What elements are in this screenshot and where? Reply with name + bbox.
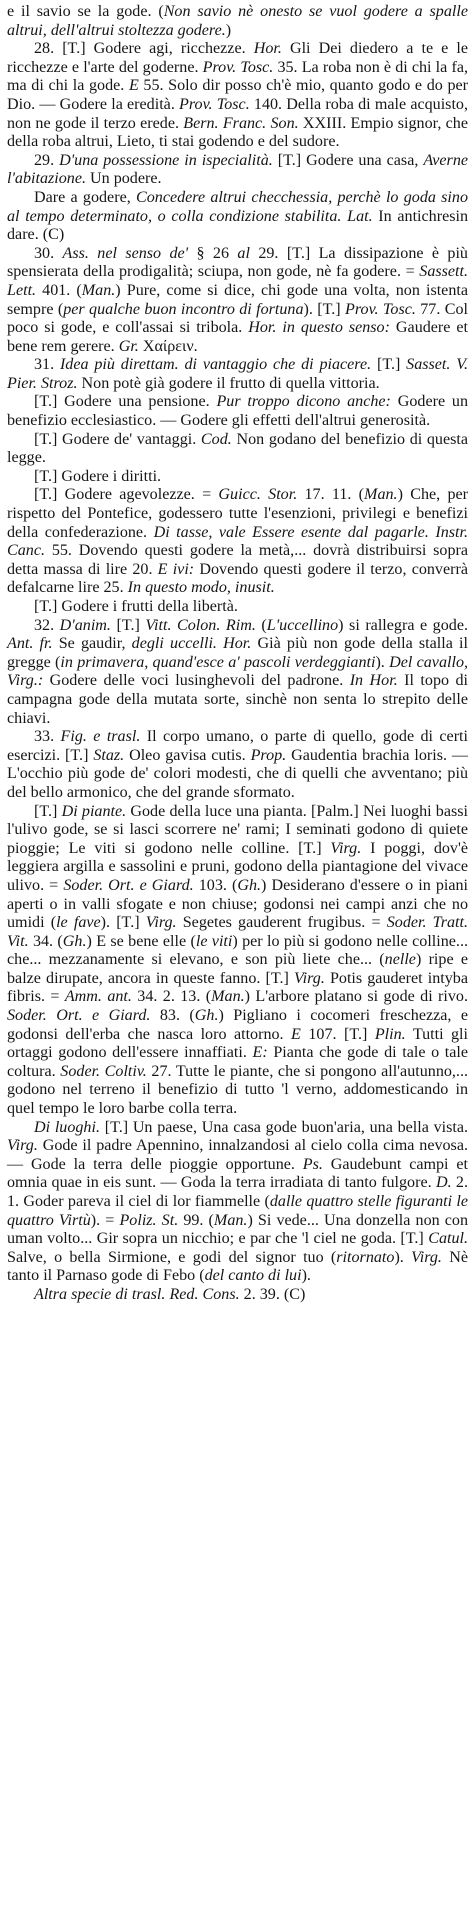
italic-text-span: Prop. — [250, 746, 287, 764]
text-span: [T.] — [34, 802, 62, 820]
italic-text-span: Gh. — [194, 1007, 219, 1025]
text-span: [T.] Godere una pensione. — [34, 393, 217, 411]
text-span: Il corpo umano, o parte di quello, gode di certi esercizi. [T.] — [7, 728, 469, 764]
text-span: 140. Della roba di male acquisto, non ne gode il terzo erede. — [7, 95, 468, 132]
italic-text-span: Virg. — [330, 839, 362, 857]
italic-text-span: del canto di lui — [204, 1267, 302, 1285]
italic-text-span: Catul. — [428, 1230, 468, 1248]
text-span: 29. — [34, 151, 60, 169]
entry-paragraph — [7, 728, 468, 802]
italic-text-span: Gh. — [62, 932, 87, 950]
entry-paragraph — [7, 152, 468, 189]
italic-text-span: Poliz. St. — [119, 1211, 179, 1229]
text-span: Gli Dei diedero a te e le ricchezze e l'arte del goderne. — [7, 40, 468, 76]
italic-text-span: le viti — [195, 932, 233, 950]
text-span: ) Pure, come si dice, chi gode una volta, non istenta sempre ( — [7, 281, 468, 318]
italic-text-span: Cod. — [200, 430, 232, 448]
italic-text-span: Concedere altrui checchessia, perchè lo goda sino al tempo determinato, o colla condizione stabilita. Lat. — [7, 188, 468, 225]
text-span: ) si rallegra e gode. — [338, 616, 468, 634]
text-span: Dare a godere, — [34, 188, 136, 206]
text-span: 103. ( — [193, 876, 238, 894]
text-span: Già più non gode della stalla il gregge ( — [7, 635, 468, 671]
text-span: Segetes gauderent frugibus. = — [176, 914, 387, 932]
text-span: Gaudebunt campi et omnia quae in eis sunt. — Goda la terra irradiata di tanto fulgore. — [7, 1155, 468, 1192]
text-span: Tutti gli ortaggi godono dell'essere innaffiati. — [7, 1025, 468, 1062]
italic-text-span: Guicc. Stor. — [218, 486, 298, 504]
text-span: 30. — [34, 244, 63, 262]
text-span: [T.] — [110, 616, 146, 634]
entry-paragraph — [7, 598, 468, 617]
italic-text-span: al — [237, 244, 250, 262]
italic-text-span: Soder. Coltiv. — [60, 1062, 147, 1080]
text-span: Godere un benefizio ecclesiastico. — Godere gli effetti dell'altrui generosità. — [7, 393, 468, 430]
text-column — [7, 3, 468, 1305]
text-span: [T.] Godere una casa, — [272, 151, 424, 169]
italic-text-span: In questo modo, inusit. — [127, 579, 275, 597]
text-span: 2. 1. Goder pareva il ciel di lor fiammelle ( — [7, 1174, 469, 1210]
italic-text-span: Man. — [364, 486, 398, 504]
italic-text-span: E ivi: — [157, 560, 195, 578]
text-span: 34. 2. 13. ( — [131, 988, 212, 1006]
text-span: ) L'arbore platano si gode di rivo. — [244, 988, 468, 1006]
text-span: ). = — [90, 1211, 120, 1229]
text-span: Potis gauderet intyba fibris. = — [7, 969, 468, 1006]
italic-text-span: Virg. — [411, 1248, 442, 1266]
text-span: I poggi, dov'è leggiera argilla e sassolini e pruni, godono della piantagione del vivace ulivo. = — [7, 839, 469, 894]
entry-paragraph — [7, 431, 468, 468]
text-span: ) ripe e balze dirupate, ancora in queste fanno. [T.] — [7, 951, 468, 987]
italic-text-span: Gh. — [237, 876, 262, 894]
text-span: Gaudere et bene rem gerere. — [7, 319, 469, 355]
italic-text-span: le fave — [56, 914, 101, 932]
italic-text-span: Man. — [81, 281, 116, 299]
text-span: Gode della luce una pianta. [Palm.] Nei luoghi bassi l'ulivo gode, se si lasci scorrere ne' rami; I seminati godono di quiete pioggie; Le viti si godono nelle colline. [T.] — [7, 802, 468, 857]
entry-paragraph — [7, 617, 468, 729]
italic-text-span: Prov. Tosc. — [202, 58, 274, 76]
text-span: ) E se bene elle ( — [86, 932, 196, 950]
italic-text-span: Di tasse, vale Essere esente dal pagarle. Instr. Canc. — [7, 523, 468, 560]
italic-text-span: Virg. — [145, 914, 177, 932]
text-span: ). [T.] — [303, 300, 346, 318]
text-span: ) per lo più si godono nelle colline... che... mezzanamente si elevano, e son più liete che... ( — [7, 932, 468, 969]
italic-text-span: per qualche buon incontro di fortuna — [63, 300, 304, 318]
text-span: [T.] Godere i frutti della libertà. — [34, 598, 238, 615]
italic-text-span: Soder. Tratt. Vit. — [7, 914, 468, 950]
italic-text-span: Plin. — [374, 1025, 406, 1043]
text-span: 28. [T.] Godere agi, ricchezze. — [34, 40, 254, 58]
text-span: In antichresin dare. (C) — [7, 207, 468, 244]
italic-text-span: Virg. — [294, 969, 325, 987]
italic-text-span: Ass. nel senso de' — [62, 244, 189, 262]
entry-paragraph — [7, 468, 468, 487]
italic-text-span: dalle quattro stelle figuranti le quattro Virtù — [7, 1193, 469, 1229]
text-span: ( — [255, 616, 267, 634]
entry-paragraph — [7, 486, 468, 598]
entry-paragraph — [7, 393, 468, 430]
italic-text-span: L'uccellino — [266, 616, 339, 634]
italic-text-span: Pur troppo dicono anche: — [216, 393, 391, 411]
italic-text-span: Prov. Tosc. — [345, 300, 416, 318]
italic-text-span: Hor. — [253, 40, 282, 58]
italic-text-span: D'una possessione in ispecialità. — [59, 151, 273, 169]
text-span: 32. — [34, 616, 60, 634]
text-span: XXIII. Empio signor, che della roba altrui, Lieto, ti stai godendo e del sudore. — [7, 114, 468, 151]
text-span: 17. 11. ( — [297, 486, 365, 504]
text-span: 2. 39. (C) — [239, 1285, 306, 1303]
entry-paragraph — [7, 3, 468, 40]
italic-text-span: in primavera, quand'esce a' pascoli verdeggianti — [60, 653, 376, 671]
text-span: Oleo gavisa cutis. — [124, 746, 251, 764]
text-span: ) Si vede... Una donzella non con uman volto... Gir sopra un nicchio; e par che 'l ciel ne goda. [T.] — [7, 1211, 468, 1248]
text-span: Se gaudir, — [52, 635, 132, 653]
italic-text-span: Idea più direttam. di vantaggio che di piacere. — [59, 356, 372, 374]
italic-text-span: Di piante. — [61, 802, 127, 820]
text-span: § 26 — [188, 244, 238, 262]
text-span: ) — [225, 21, 232, 39]
italic-text-span: Non savio nè onesto se vuol godere a spalle altrui, dell'altrui stoltezza godere. — [7, 3, 468, 39]
text-span: ) Desiderano d'essere o in piani aperti o in valli sfogate e non chiuse; godonsi nei campi anzi che no umidi ( — [7, 876, 468, 932]
text-span: ). — [375, 653, 390, 671]
entry-paragraph — [7, 245, 468, 357]
entry-paragraph — [7, 189, 468, 245]
italic-text-span: Gr. — [118, 337, 139, 355]
text-span: Nè tanto il Parnaso gode di Febo ( — [7, 1248, 469, 1285]
entry-paragraph — [7, 40, 468, 152]
text-span: Pianta che gode di tale o tale coltura. — [7, 1044, 469, 1080]
text-span: [T.] — [371, 356, 407, 374]
text-span: 29. [T.] La dissipazione è più spensierata della prodigalità; sciupa, non gode, nè fa godere. = — [7, 244, 468, 281]
italic-text-span: Ps. — [302, 1155, 323, 1173]
italic-text-span: D. — [435, 1174, 452, 1192]
italic-text-span: Di luoghi. — [34, 1118, 100, 1136]
italic-text-span: Averne l'abitazione. — [7, 151, 469, 188]
italic-text-span: Soder. Ort. e Giard. — [63, 876, 194, 894]
italic-text-span: Sassett. Lett. — [7, 263, 468, 299]
text-span: Non godano del benefizio di questa legge. — [7, 430, 468, 467]
italic-text-span: Altra specie di trasl. Red. Cons. — [34, 1285, 240, 1303]
italic-text-span: Ant. fr. — [7, 635, 53, 653]
italic-text-span: Sasset. V. Pier. Stroz. — [7, 356, 469, 392]
text-span: ). — [301, 1267, 311, 1285]
text-span: 107. [T.] — [300, 1025, 375, 1043]
italic-text-span: ritornato — [336, 1248, 395, 1266]
text-span: 99. ( — [178, 1211, 214, 1229]
italic-text-span: E — [128, 77, 139, 95]
text-span: 55. Solo dir posso ch'è mio, quanto godo e do per Dio. — Godere la eredità. — [7, 77, 468, 113]
entry-paragraph — [7, 356, 468, 393]
text-span: 55. Dovendo questi godere la metà,... dovrà distribuirsi sopra detta massa di lire 20. — [7, 542, 468, 578]
text-span: ). [T.] — [100, 914, 146, 932]
text-span: Χαίρειν. — [138, 337, 198, 355]
italic-text-span: Del cavallo, Virg.: — [7, 653, 469, 690]
italic-text-span: Staz. — [93, 746, 125, 764]
text-span: [T.] Un paese, Una casa gode buon'aria, una bella vista. — [99, 1118, 468, 1136]
italic-text-span: Vitt. Colon. Rim. — [145, 616, 256, 634]
entry-paragraph — [7, 1286, 468, 1305]
text-span: 34. ( — [28, 932, 63, 950]
text-span: Un podere. — [86, 170, 162, 188]
italic-text-span: Virg. — [7, 1137, 38, 1155]
text-span: [T.] Godere i diritti. — [34, 467, 162, 485]
text-span: ) Pigliano i cocomeri freschezza, e godonsi dell'erba che nasca loro attorno. — [7, 1007, 468, 1043]
text-span: 33. — [34, 728, 61, 746]
text-span: 83. ( — [150, 1007, 195, 1025]
italic-text-span: Soder. Ort. e Giard. — [7, 1007, 151, 1025]
text-span: Non potè già godere il frutto di quella vittoria. — [77, 374, 380, 392]
text-span: [T.] Godere agevolezze. = — [34, 486, 219, 504]
text-span: Gaudentia brachia loris. — L'occhio più gode de' colori modesti, che di quelli che avventano; più del bello armonico, che del grande sformato. — [7, 746, 468, 801]
text-span: Dovendo questi godere il terzo, converrà defalcarne lire 25. — [7, 560, 468, 597]
text-span: Il topo di campagna gode della mutata sorte, sinchè non senta lo strepito delle chiavi. — [7, 672, 468, 727]
entry-paragraph — [7, 1119, 468, 1286]
italic-text-span: Amm. ant. — [64, 988, 132, 1006]
text-span: 77. Col poco si gode, e coll'assai si tribola. — [7, 300, 469, 337]
italic-text-span: Man. — [211, 988, 245, 1006]
text-span: ). — [394, 1248, 412, 1266]
italic-text-span: Bern. Franc. Son. — [183, 114, 299, 132]
text-span: 401. ( — [36, 281, 82, 299]
italic-text-span: Fig. e trasl. — [60, 728, 141, 746]
italic-text-span: Hor. in questo senso: — [248, 319, 390, 337]
italic-text-span: Man. — [213, 1211, 248, 1229]
italic-text-span: E — [291, 1025, 301, 1043]
italic-text-span: Prov. Tosc. — [179, 95, 250, 113]
text-span: 31. — [34, 356, 60, 374]
entry-paragraph — [7, 803, 468, 1119]
italic-text-span: degli uccelli. Hor. — [131, 635, 252, 653]
text-span: Gode il padre Apennino, innalzandosi al cielo colla cima nevosa. — Gode la terra delle pioggie opportune. — [7, 1137, 468, 1173]
text-span: 35. La roba non è di chi la fa, ma di chi la gode. — [7, 58, 468, 95]
text-span: Salve, o bella Sirmione, e godi del signor tuo ( — [7, 1248, 337, 1266]
text-span: 27. Tutte le piante, che si pongono all'autunno,... godono nel terreno il benefizio di tutto 'l verno, addomesticando in quel tempo le loro barbe colla terra. — [7, 1062, 469, 1118]
italic-text-span: nelle — [384, 951, 416, 969]
text-span: ) Che, per rispetto del Pontefice, godessero tutte l'esenzioni, privilegi e benefizi della confederazione. — [7, 486, 468, 541]
italic-text-span: D'anim. — [59, 616, 111, 634]
italic-text-span: In Hor. — [349, 672, 398, 690]
italic-text-span: E: — [252, 1044, 268, 1062]
text-span: Godere delle voci lusinghevoli del padrone. — [43, 672, 350, 690]
text-span: e il savio se la gode. ( — [7, 3, 164, 20]
text-span: [T.] Godere de' vantaggi. — [34, 430, 201, 448]
